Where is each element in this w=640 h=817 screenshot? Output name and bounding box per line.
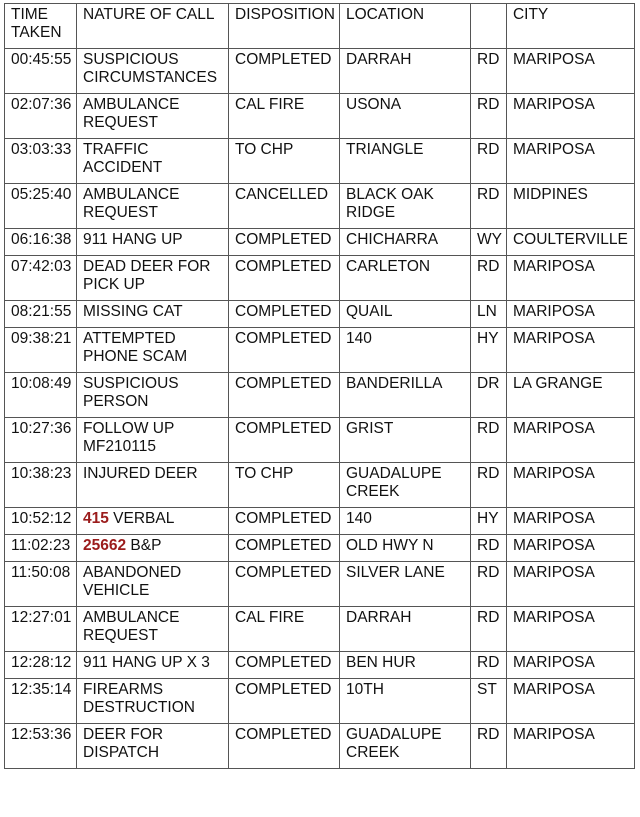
nature-line1: DEER FOR: [83, 726, 164, 743]
cell-suffix: RD: [471, 49, 507, 94]
cell-nature: [77, 535, 229, 562]
nature-line1: SUSPICIOUS: [83, 51, 179, 68]
cell-disposition: CAL FIRE: [229, 607, 340, 652]
nature-line2: VEHICLE: [83, 582, 150, 599]
cell-city: MARIPOSA: [506, 463, 634, 508]
cell-time: 10:08:49: [5, 373, 77, 418]
cell-nature: [77, 49, 229, 94]
cell-time: 02:07:36: [5, 94, 77, 139]
call-log-table: [4, 3, 635, 769]
cell-suffix: RD: [471, 562, 507, 607]
nature-line1: ABANDONED: [83, 564, 182, 581]
nature-line1: 911 HANG UP: [83, 231, 183, 248]
header-time-line1: TIME: [11, 6, 49, 23]
cell-location: [340, 49, 471, 94]
cell-suffix: LN: [471, 301, 507, 328]
location-line1: GUADALUPE: [346, 726, 442, 743]
table-row: [5, 679, 635, 724]
cell-city: MARIPOSA: [506, 562, 634, 607]
nature-line2: DESTRUCTION: [83, 699, 195, 716]
cell-suffix: RD: [471, 724, 507, 769]
cell-location: [340, 607, 471, 652]
cell-time: 03:03:33: [5, 139, 77, 184]
table-row: [5, 508, 635, 535]
cell-nature: [77, 256, 229, 301]
cell-city: MARIPOSA: [506, 652, 634, 679]
nature-line1: AMBULANCE: [83, 186, 180, 203]
cell-nature: [77, 418, 229, 463]
cell-location: [340, 463, 471, 508]
cell-city: MARIPOSA: [506, 328, 634, 373]
cell-city: MARIPOSA: [506, 535, 634, 562]
cell-suffix: HY: [471, 328, 507, 373]
cell-disposition: TO CHP: [229, 463, 340, 508]
cell-disposition: COMPLETED: [229, 49, 340, 94]
cell-location: [340, 535, 471, 562]
nature-line2: PHONE SCAM: [83, 348, 188, 365]
cell-location: [340, 256, 471, 301]
cell-city: MARIPOSA: [506, 301, 634, 328]
nature-line2: MF210115: [83, 438, 156, 455]
header-time-line2: TAKEN: [11, 24, 62, 41]
cell-location: [340, 229, 471, 256]
location-line1: BLACK OAK: [346, 186, 434, 203]
cell-location: [340, 724, 471, 769]
cell-suffix: RD: [471, 463, 507, 508]
nature-line1: INJURED DEER: [83, 465, 198, 482]
location-line1: GRIST: [346, 420, 394, 437]
call-log-body: [5, 49, 635, 769]
cell-time: 10:38:23: [5, 463, 77, 508]
cell-time: 12:27:01: [5, 607, 77, 652]
cell-suffix: DR: [471, 373, 507, 418]
cell-suffix: RD: [471, 607, 507, 652]
cell-location: [340, 418, 471, 463]
location-line1: TRIANGLE: [346, 141, 424, 158]
table-row: [5, 652, 635, 679]
cell-city: MARIPOSA: [506, 508, 634, 535]
nature-line2: REQUEST: [83, 114, 158, 131]
cell-disposition: COMPLETED: [229, 418, 340, 463]
nature-line1: TRAFFIC: [83, 141, 149, 158]
cell-city: MARIPOSA: [506, 607, 634, 652]
header-row: [5, 4, 635, 49]
cell-nature: [77, 607, 229, 652]
nature-line2: CIRCUMSTANCES: [83, 69, 218, 86]
cell-location: [340, 652, 471, 679]
cell-nature: [77, 229, 229, 256]
cell-time: 12:35:14: [5, 679, 77, 724]
cell-time: 08:21:55: [5, 301, 77, 328]
location-line1: OLD HWY N: [346, 537, 434, 554]
location-line2: CREEK: [346, 483, 400, 500]
table-row: [5, 256, 635, 301]
cell-city: MARIPOSA: [506, 139, 634, 184]
cell-suffix: RD: [471, 652, 507, 679]
location-line1: DARRAH: [346, 51, 412, 68]
location-line1: CARLETON: [346, 258, 431, 275]
cell-time: 06:16:38: [5, 229, 77, 256]
cell-city: MARIPOSA: [506, 679, 634, 724]
cell-suffix: RD: [471, 139, 507, 184]
cell-time: 10:52:12: [5, 508, 77, 535]
location-line1: QUAIL: [346, 303, 393, 320]
table-row: [5, 535, 635, 562]
cell-disposition: CAL FIRE: [229, 94, 340, 139]
cell-time: 11:50:08: [5, 562, 77, 607]
header-city: CITY: [506, 4, 634, 49]
cell-nature: [77, 373, 229, 418]
location-line1: BANDERILLA: [346, 375, 443, 392]
nature-line1: MISSING CAT: [83, 303, 183, 320]
nature-line1: SUSPICIOUS: [83, 375, 179, 392]
location-line1: 10TH: [346, 681, 384, 698]
cell-location: [340, 373, 471, 418]
table-row: [5, 724, 635, 769]
cell-time: 05:25:40: [5, 184, 77, 229]
cell-disposition: COMPLETED: [229, 562, 340, 607]
cell-location: [340, 562, 471, 607]
table-row: [5, 301, 635, 328]
nature-line1: ATTEMPTED: [83, 330, 176, 347]
cell-location: [340, 301, 471, 328]
cell-time: 11:02:23: [5, 535, 77, 562]
nature-line1: B&P: [126, 537, 162, 554]
table-row: [5, 373, 635, 418]
cell-time: 12:53:36: [5, 724, 77, 769]
cell-nature: [77, 562, 229, 607]
cell-disposition: COMPLETED: [229, 724, 340, 769]
cell-nature: [77, 652, 229, 679]
cell-nature: [77, 724, 229, 769]
cell-nature: [77, 508, 229, 535]
cell-city: MARIPOSA: [506, 418, 634, 463]
cell-disposition: COMPLETED: [229, 652, 340, 679]
cell-nature: [77, 184, 229, 229]
cell-disposition: COMPLETED: [229, 328, 340, 373]
cell-time: 09:38:21: [5, 328, 77, 373]
cell-city: COULTERVILLE: [506, 229, 634, 256]
cell-time: 10:27:36: [5, 418, 77, 463]
cell-time: 12:28:12: [5, 652, 77, 679]
location-line2: CREEK: [346, 744, 400, 761]
cell-suffix: ST: [471, 679, 507, 724]
cell-disposition: COMPLETED: [229, 301, 340, 328]
location-line1: USONA: [346, 96, 402, 113]
cell-disposition: COMPLETED: [229, 679, 340, 724]
cell-city: LA GRANGE: [506, 373, 634, 418]
cell-time: 00:45:55: [5, 49, 77, 94]
location-line1: CHICHARRA: [346, 231, 439, 248]
header-disposition: DISPOSITION: [229, 4, 340, 49]
nature-line1: AMBULANCE: [83, 96, 180, 113]
cell-disposition: CANCELLED: [229, 184, 340, 229]
nature-line1: FIREARMS: [83, 681, 164, 698]
cell-location: [340, 184, 471, 229]
header-time-taken: [5, 4, 77, 49]
cell-disposition: COMPLETED: [229, 535, 340, 562]
nature-line1: AMBULANCE: [83, 609, 180, 626]
nature-line2: PERSON: [83, 393, 149, 410]
cell-location: [340, 94, 471, 139]
penal-code: 415: [83, 510, 109, 527]
location-line1: GUADALUPE: [346, 465, 442, 482]
cell-city: MIDPINES: [506, 184, 634, 229]
penal-code: 25662: [83, 537, 127, 554]
cell-disposition: COMPLETED: [229, 373, 340, 418]
cell-nature: [77, 328, 229, 373]
cell-city: MARIPOSA: [506, 49, 634, 94]
table-row: [5, 184, 635, 229]
header-nature-of-call: NATURE OF CALL: [77, 4, 229, 49]
nature-line1: 911 HANG UP X 3: [83, 654, 210, 671]
cell-suffix: RD: [471, 418, 507, 463]
table-row: [5, 229, 635, 256]
nature-line2: REQUEST: [83, 204, 158, 221]
cell-suffix: RD: [471, 256, 507, 301]
location-line1: BEN HUR: [346, 654, 416, 671]
location-line1: DARRAH: [346, 609, 412, 626]
cell-nature: [77, 301, 229, 328]
cell-city: MARIPOSA: [506, 94, 634, 139]
nature-line1: DEAD DEER FOR: [83, 258, 211, 275]
location-line1: 140: [346, 510, 372, 527]
cell-location: [340, 508, 471, 535]
table-row: [5, 562, 635, 607]
table-row: [5, 49, 635, 94]
nature-line2: PICK UP: [83, 276, 146, 293]
cell-nature: [77, 463, 229, 508]
nature-line2: ACCIDENT: [83, 159, 163, 176]
cell-suffix: RD: [471, 94, 507, 139]
cell-suffix: WY: [471, 229, 507, 256]
location-line1: SILVER LANE: [346, 564, 445, 581]
nature-line2: DISPATCH: [83, 744, 160, 761]
cell-suffix: RD: [471, 535, 507, 562]
table-row: [5, 463, 635, 508]
cell-location: [340, 328, 471, 373]
cell-suffix: HY: [471, 508, 507, 535]
cell-nature: [77, 679, 229, 724]
header-suffix: [471, 4, 507, 49]
nature-line1: VERBAL: [108, 510, 175, 527]
cell-time: 07:42:03: [5, 256, 77, 301]
table-row: [5, 607, 635, 652]
location-line2: RIDGE: [346, 204, 396, 221]
cell-nature: [77, 94, 229, 139]
cell-location: [340, 139, 471, 184]
header-location: LOCATION: [340, 4, 471, 49]
cell-city: MARIPOSA: [506, 724, 634, 769]
cell-suffix: RD: [471, 184, 507, 229]
cell-disposition: COMPLETED: [229, 229, 340, 256]
cell-nature: [77, 139, 229, 184]
location-line1: 140: [346, 330, 372, 347]
nature-line1: FOLLOW UP: [83, 420, 175, 437]
cell-disposition: COMPLETED: [229, 256, 340, 301]
table-row: [5, 328, 635, 373]
cell-disposition: TO CHP: [229, 139, 340, 184]
cell-location: [340, 679, 471, 724]
table-row: [5, 139, 635, 184]
table-row: [5, 94, 635, 139]
nature-line2: REQUEST: [83, 627, 158, 644]
cell-city: MARIPOSA: [506, 256, 634, 301]
table-row: [5, 418, 635, 463]
cell-disposition: COMPLETED: [229, 508, 340, 535]
